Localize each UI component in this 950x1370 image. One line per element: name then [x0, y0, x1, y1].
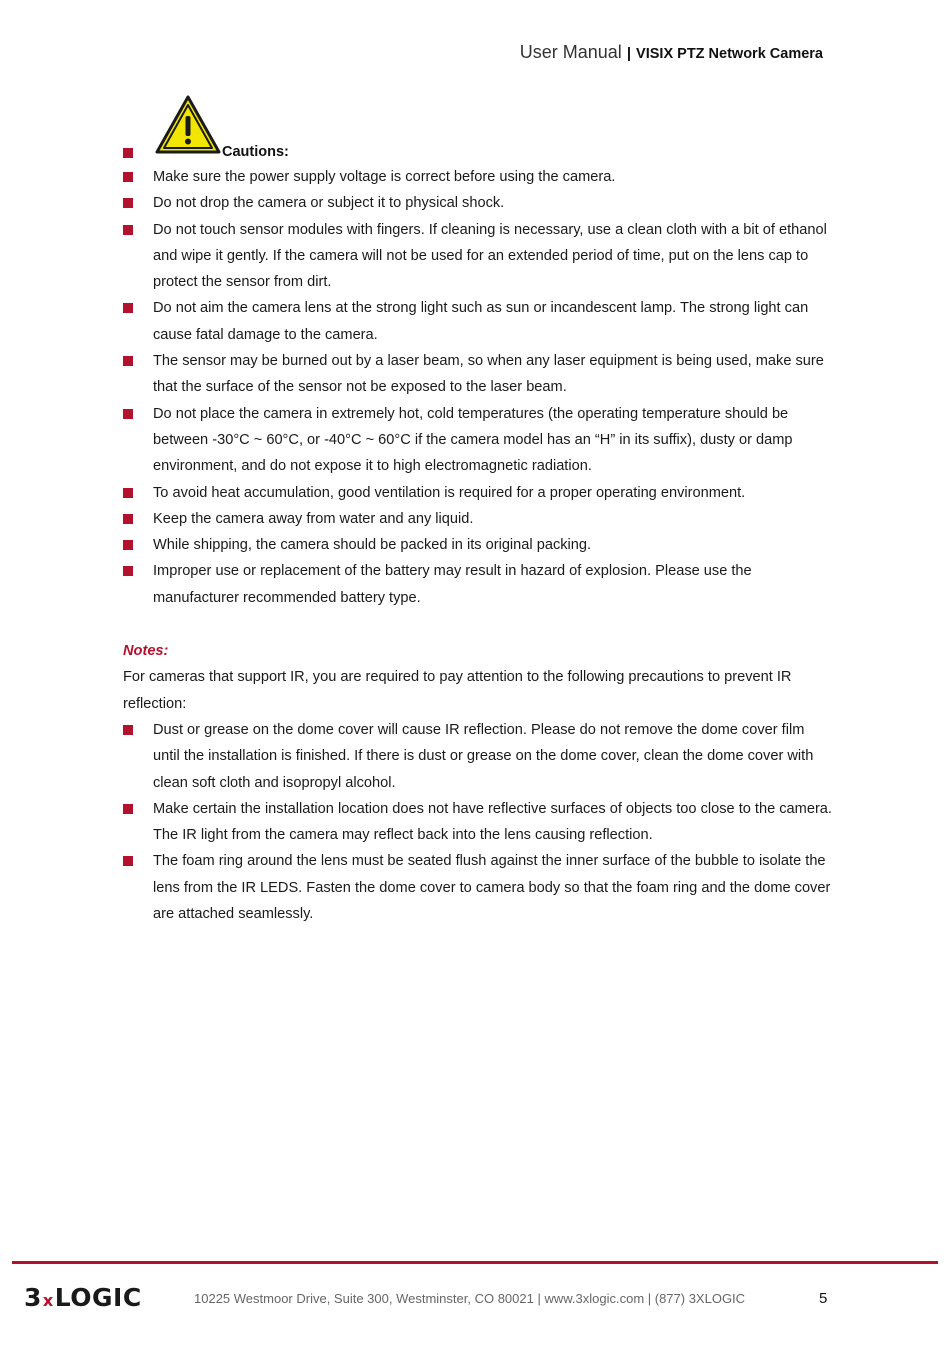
notes-intro: For cameras that support IR, you are required to pay attention to the following precautions to prevent IR reflection: — [123, 669, 792, 712]
product-name: VISIX PTZ Network Camera — [636, 46, 823, 62]
list-item-text: Do not place the camera in extremely hot, cold temperatures (the operating temperature should be between -30°C ~ 60°C, or -40°C ~ 60°C if the camera model has an “H” in its suffix), dusty or damp environment, and do not expose it to high electromagnetic radiation. — [153, 405, 793, 475]
bullet-icon — [123, 804, 133, 814]
bullet-icon — [123, 148, 133, 158]
cautions-heading — [123, 92, 833, 164]
list-item — [123, 796, 833, 849]
company-logo — [24, 1284, 142, 1310]
bullet-icon — [123, 303, 133, 313]
cautions-label: Cautions: — [222, 144, 289, 160]
bullet-icon — [123, 409, 133, 419]
bullet-icon — [123, 356, 133, 366]
list-item-text: Do not aim the camera lens at the strong light such as sun or incandescent lamp. The strong light can cause fatal damage to the camera. — [153, 300, 809, 343]
bullet-icon — [123, 172, 133, 182]
list-item-text: To avoid heat accumulation, good ventilation is required for a proper operating environment. — [153, 484, 746, 501]
list-item — [123, 506, 833, 532]
list-item-text: The sensor may be burned out by a laser beam, so when any laser equipment is being used, make sure that the surface of the sensor not be exposed to the laser beam. — [153, 353, 824, 396]
page-number: 5 — [819, 1290, 828, 1307]
warning-triangle-icon — [155, 94, 221, 156]
footer-address: 10225 Westmoor Drive, Suite 300, Westminster, CO 80021 | www.3xlogic.com | (877) 3XLOGIC — [194, 1291, 746, 1306]
logo-three: 3 — [24, 1283, 42, 1312]
page-header — [520, 42, 823, 63]
bullet-icon — [123, 540, 133, 550]
list-item-text: Do not touch sensor modules with fingers. If cleaning is necessary, use a clean cloth with a bit of ethanol and wipe it gently. If the camera will not be used for an extended period of time, put on the lens cap to protect the sensor from dirt. — [153, 221, 827, 291]
bullet-icon — [123, 488, 133, 498]
list-item-text: The foam ring around the lens must be seated flush against the inner surface of the bubble to isolate the lens from the IR LEDS. Fasten the dome cover to camera body so that the foam ring and the dome cover are attached seamlessly. — [153, 853, 831, 923]
bullet-icon — [123, 856, 133, 866]
list-item — [123, 217, 833, 296]
list-item — [123, 558, 833, 611]
manual-title: User Manual — [519, 42, 622, 62]
bullet-icon — [123, 514, 133, 524]
cautions-list — [123, 164, 833, 611]
list-item — [123, 717, 833, 796]
list-item-text: Make certain the installation location does not have reflective surfaces of objects too close to the camera. The IR light from the camera may reflect back into the lens causing reflection. — [153, 800, 832, 844]
footer-divider — [12, 1261, 938, 1264]
bullet-icon — [123, 725, 133, 735]
bullet-icon — [123, 566, 133, 576]
bullet-icon — [123, 198, 133, 208]
list-item — [123, 348, 833, 401]
list-item — [123, 480, 833, 506]
logo-logic: LOGIC — [54, 1283, 142, 1312]
bullet-icon — [123, 225, 133, 235]
notes-list — [123, 717, 833, 927]
list-item — [123, 532, 833, 558]
notes-title: Notes: — [123, 643, 169, 660]
list-item — [123, 190, 833, 216]
list-item-text: Dust or grease on the dome cover will cause IR reflection. Please do not remove the dome cover film until the installation is finished. If there is dust or grease on the dome cover, clean the dome cover with clean soft cloth and isopropyl alcohol. — [153, 721, 814, 791]
list-item — [123, 848, 833, 927]
list-item — [123, 295, 833, 348]
page-content — [123, 92, 833, 927]
list-item — [123, 164, 833, 190]
header-separator: | — [626, 45, 632, 62]
list-item — [123, 401, 833, 480]
list-item-text: While shipping, the camera should be packed in its original packing. — [153, 537, 592, 554]
list-item-text: Make sure the power supply voltage is correct before using the camera. — [153, 169, 616, 185]
list-item-text: Keep the camera away from water and any liquid. — [153, 510, 474, 527]
list-item-text: Do not drop the camera or subject it to physical shock. — [153, 195, 505, 212]
logo-x: x — [42, 1291, 54, 1310]
list-item-text: Improper use or replacement of the battery may result in hazard of explosion. Please use the manufacturer recommended battery type. — [153, 563, 752, 606]
